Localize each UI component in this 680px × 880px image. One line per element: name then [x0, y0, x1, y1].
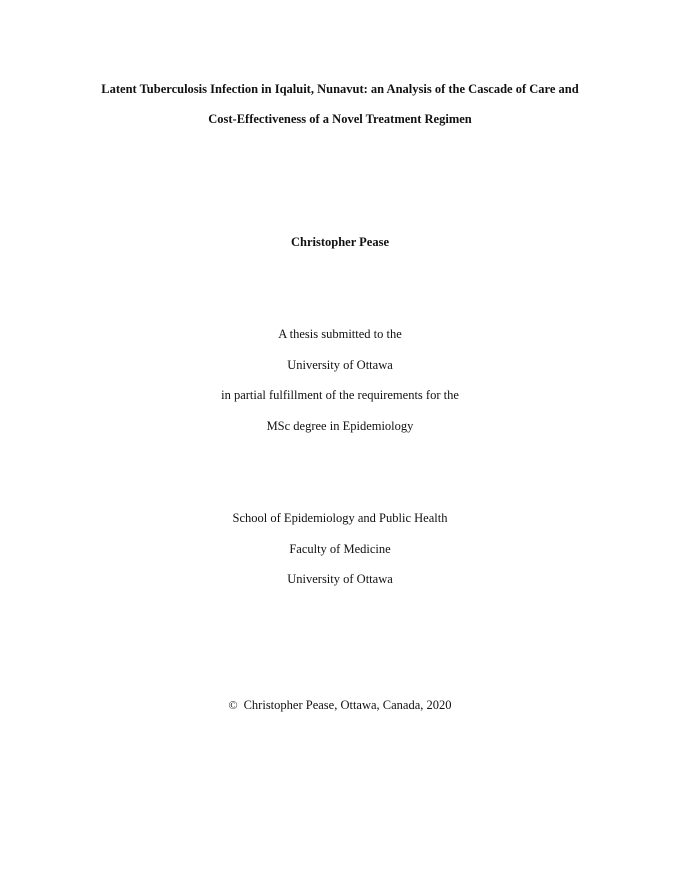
- school-name: School of Epidemiology and Public Health: [232, 511, 448, 525]
- copyright-text: Christopher Pease, Ottawa, Canada, 2020: [243, 698, 452, 712]
- university-name: University of Ottawa: [287, 572, 393, 586]
- submission-line-1: A thesis submitted to the: [278, 327, 402, 341]
- copyright-notice: [0, 697, 680, 713]
- author-name: Christopher Pease: [290, 235, 390, 249]
- degree-name: MSc degree in Epidemiology: [266, 419, 414, 433]
- thesis-title-line-2: Cost-Effectiveness of a Novel Treatment Regimen: [208, 112, 472, 126]
- thesis-title-line-1: Latent Tuberculosis Infection in Iqaluit, Nunavut: an Analysis of the Cascade of Care and: [101, 82, 579, 96]
- copyright-icon: ©: [228, 698, 238, 712]
- submission-line-3: in partial fulfillment of the requirements for the: [221, 388, 459, 402]
- faculty-name: Faculty of Medicine: [289, 542, 391, 556]
- submission-university: University of Ottawa: [287, 358, 393, 372]
